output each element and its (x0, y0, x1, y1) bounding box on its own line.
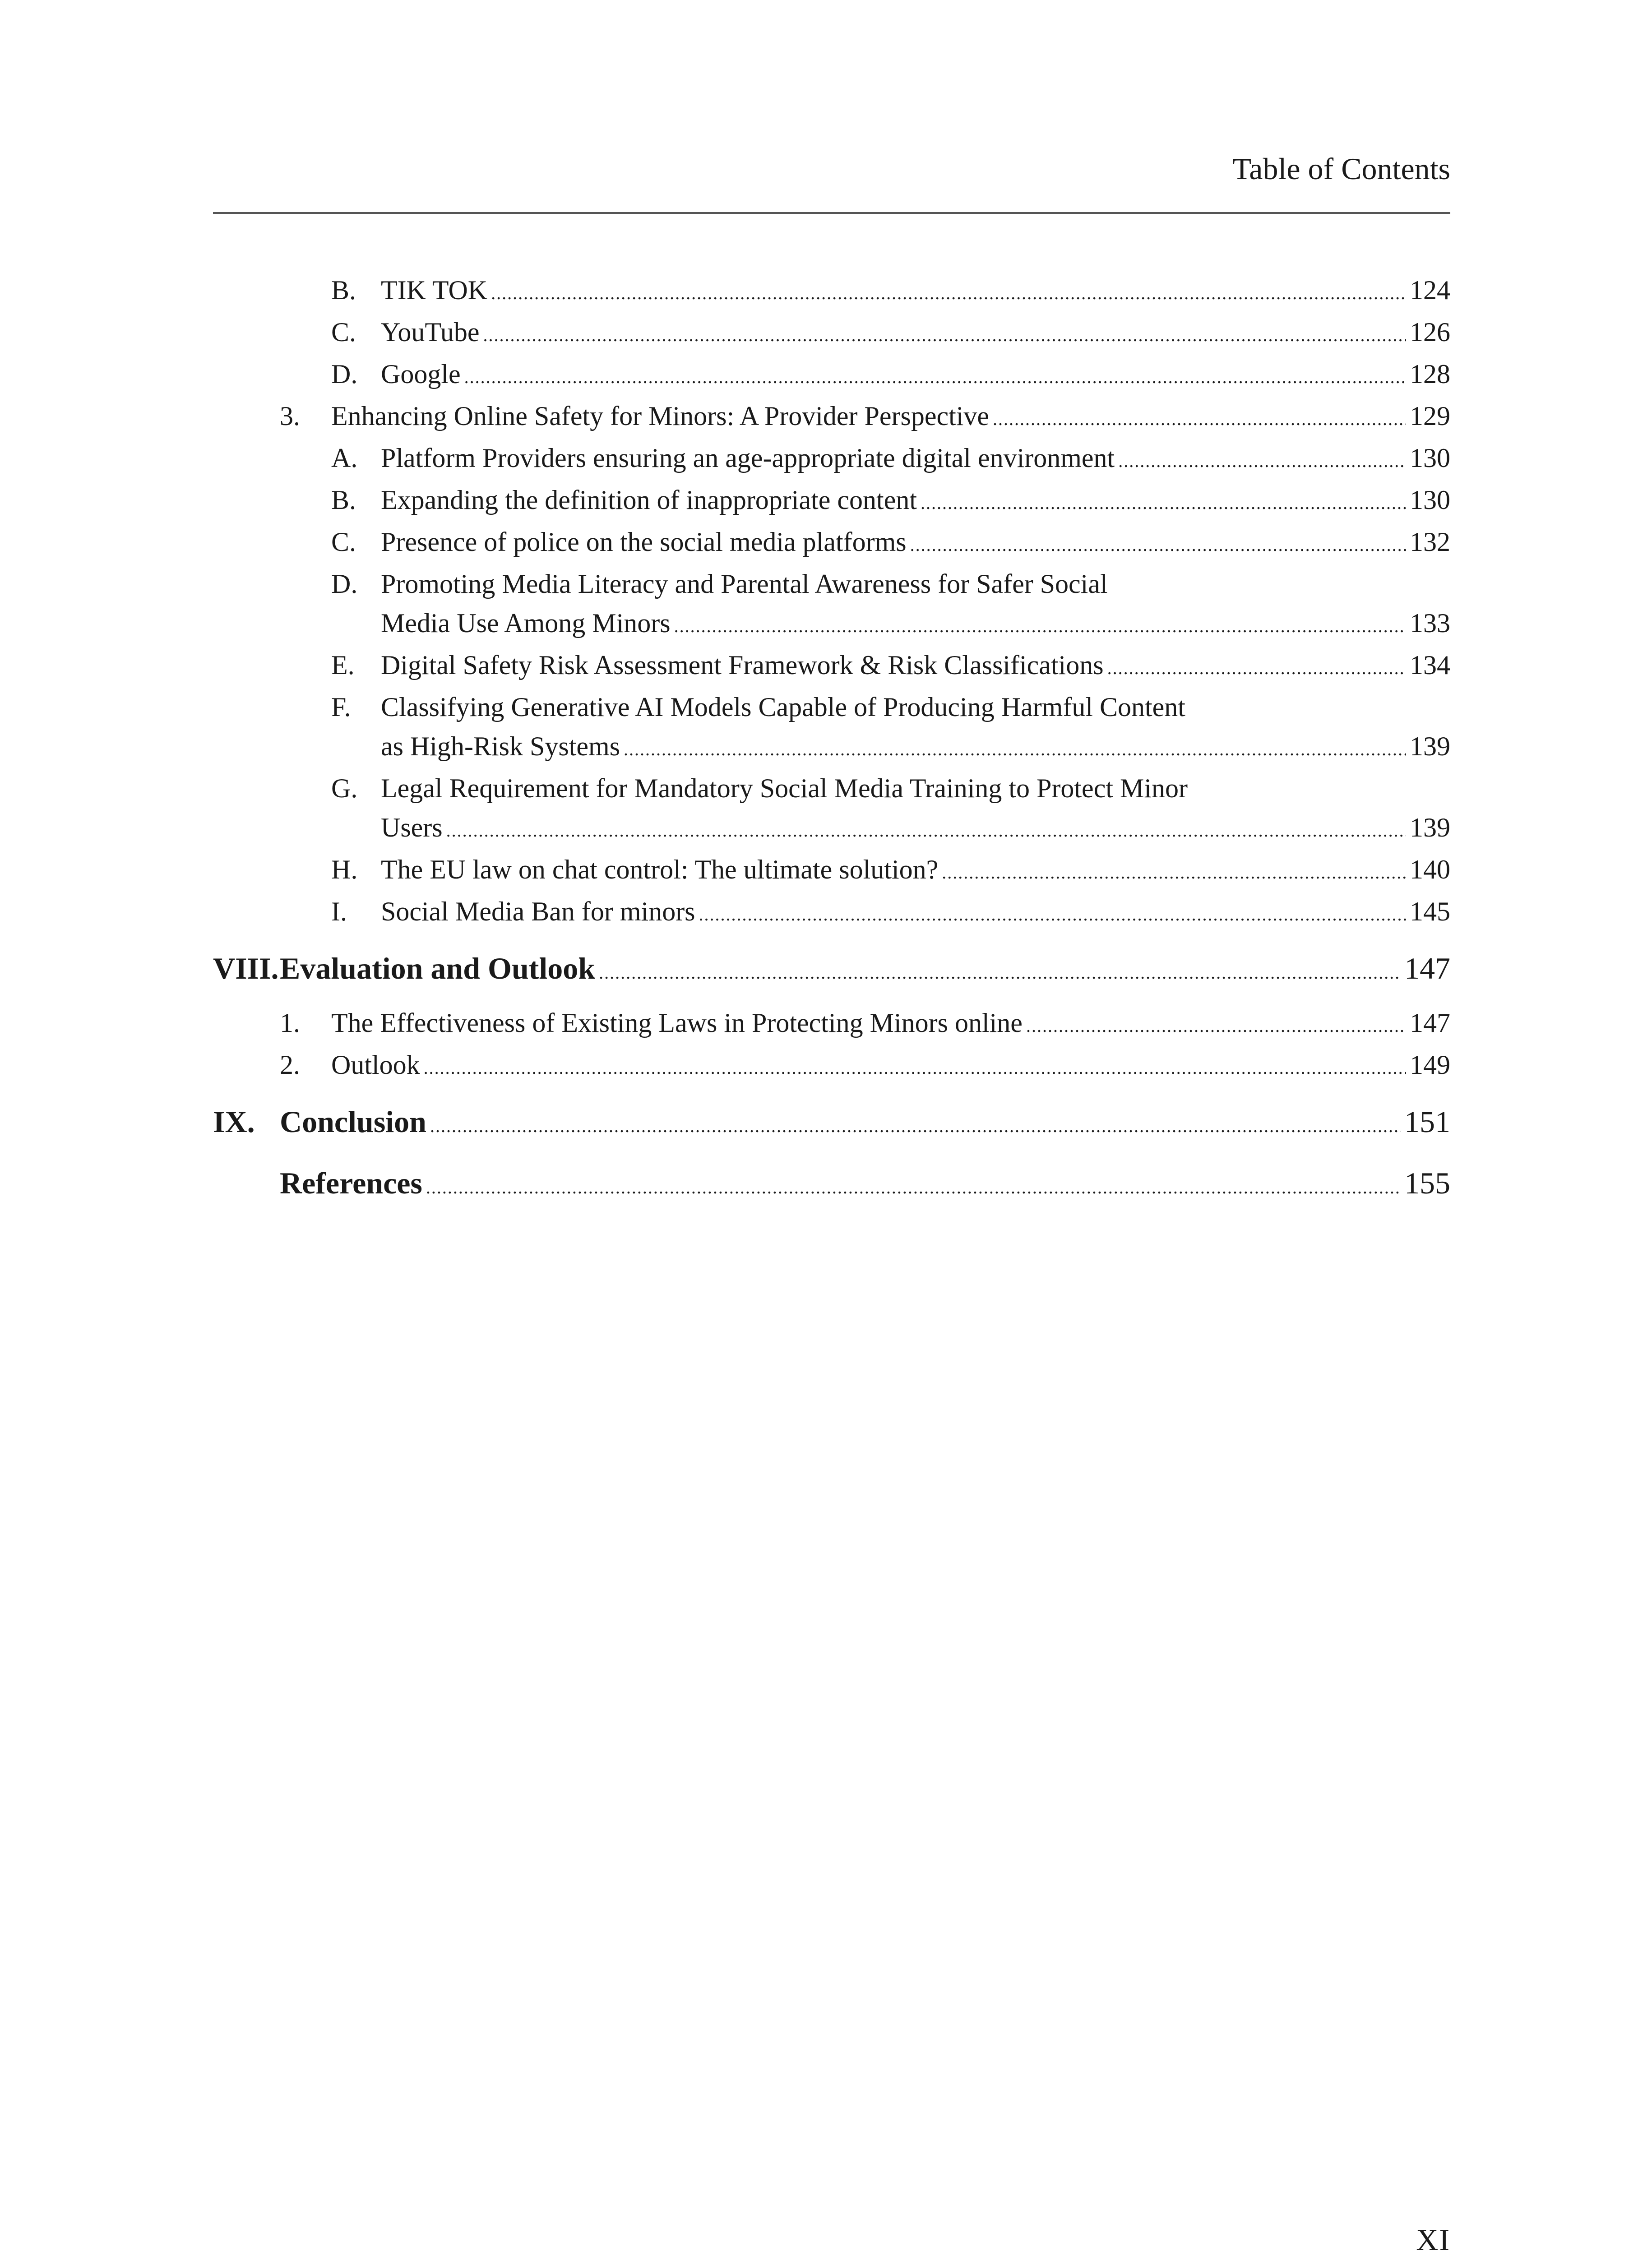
dot-leader (483, 313, 1407, 355)
toc-subsection-entry[interactable] (213, 439, 1450, 481)
toc-entry-title: as High-Risk Systems (381, 731, 620, 761)
dot-leader (1026, 1003, 1406, 1045)
dot-leader (624, 727, 1406, 769)
toc-entry-number: 1. (280, 1008, 300, 1038)
dot-leader (464, 355, 1406, 397)
toc-entry-title: YouTube (381, 317, 480, 347)
toc-subsection-entry[interactable] (213, 769, 1450, 850)
toc-subsection-entry[interactable] (213, 850, 1450, 892)
toc-subsection-entry[interactable] (213, 688, 1450, 769)
dot-leader (921, 481, 1406, 522)
dot-leader (942, 850, 1406, 892)
toc-entry-title: Users (381, 813, 443, 842)
toc-entry-title: The EU law on chat control: The ultimate solution? (381, 855, 939, 884)
toc-entry-number: 2. (280, 1050, 300, 1080)
dot-leader (1107, 646, 1406, 688)
toc-subsection-entry[interactable] (213, 646, 1450, 688)
toc-entry-title: Evaluation and Outlook (280, 951, 596, 985)
toc-page-number: 134 (1410, 650, 1450, 680)
toc-entry-number: E. (331, 650, 355, 680)
toc-page-number: 147 (1404, 951, 1450, 985)
toc-entry-title: Outlook (331, 1050, 420, 1080)
table-of-contents (213, 271, 1450, 1210)
toc-entry-title: References (280, 1166, 422, 1200)
toc-subsection-entry[interactable] (213, 313, 1450, 355)
toc-entry-title: The Effectiveness of Existing Laws in Protecting Minors online (331, 1008, 1023, 1038)
toc-entry-number: C. (331, 527, 356, 557)
toc-section-entry[interactable] (213, 397, 1450, 439)
toc-subsection-entry[interactable] (213, 355, 1450, 397)
toc-section-entry[interactable] (213, 1045, 1450, 1087)
toc-entry-number: G. (331, 773, 358, 803)
toc-entry-number: C. (331, 317, 356, 347)
toc-entry-number: B. (331, 485, 356, 515)
toc-entry-title: Enhancing Online Safety for Minors: A Provider Perspective (331, 401, 990, 431)
toc-entry-number: I. (331, 897, 347, 926)
toc-subsection-entry[interactable] (213, 481, 1450, 522)
page-number: XI (1416, 2223, 1450, 2256)
toc-entry-number: F. (331, 692, 351, 722)
toc-entry-title: Media Use Among Minors (381, 608, 671, 638)
toc-page-number: 140 (1410, 855, 1450, 884)
toc-subsection-entry[interactable] (213, 522, 1450, 564)
toc-page-number: 149 (1410, 1050, 1450, 1080)
toc-entry-number: B. (331, 275, 356, 305)
toc-entry-title: Legal Requirement for Mandatory Social Media Training to Protect Minor (381, 773, 1188, 803)
toc-page-number: 151 (1404, 1105, 1450, 1139)
toc-page-number: 126 (1410, 317, 1450, 347)
toc-entry-number: IX. (213, 1105, 255, 1139)
dot-leader (699, 892, 1406, 934)
toc-entry-title: Conclusion (280, 1105, 426, 1139)
dot-leader (993, 397, 1406, 439)
toc-entry-title: Google (381, 359, 461, 389)
toc-entry-title: Social Media Ban for minors (381, 897, 695, 926)
dot-leader (430, 1099, 1401, 1149)
toc-subsection-entry[interactable] (213, 892, 1450, 934)
toc-page-number: 124 (1410, 275, 1450, 305)
toc-chapter-entry[interactable] (213, 1099, 1450, 1149)
toc-page-number: 139 (1410, 813, 1450, 842)
dot-leader (424, 1045, 1406, 1087)
toc-page-number: 130 (1410, 443, 1450, 473)
dot-leader (446, 808, 1406, 850)
toc-entry-title: TIK TOK (381, 275, 488, 305)
toc-chapter-entry[interactable] (213, 946, 1450, 995)
toc-entry-title: Presence of police on the social media platforms (381, 527, 907, 557)
header-rule (213, 212, 1450, 214)
toc-entry-title: Expanding the definition of inappropriate content (381, 485, 917, 515)
toc-entry-title: Promoting Media Literacy and Parental Awareness for Safer Social (381, 569, 1108, 599)
dot-leader (674, 604, 1406, 646)
toc-entry-number: VIII. (213, 951, 279, 985)
toc-entry-number: A. (331, 443, 358, 473)
dot-leader (910, 522, 1406, 564)
dot-leader (1118, 439, 1406, 481)
dot-leader (491, 271, 1406, 313)
toc-page-number: 128 (1410, 359, 1450, 389)
toc-entry-number: D. (331, 569, 358, 599)
toc-page-number: 139 (1410, 731, 1450, 761)
toc-page-number: 132 (1410, 527, 1450, 557)
toc-chapter-entry[interactable] (213, 1160, 1450, 1210)
running-header: Table of Contents (1232, 152, 1450, 186)
toc-entry-number: 3. (280, 401, 300, 431)
toc-subsection-entry[interactable] (213, 564, 1450, 646)
toc-page-number: 147 (1410, 1008, 1450, 1038)
toc-page-number: 155 (1404, 1166, 1450, 1200)
toc-entry-number: D. (331, 359, 358, 389)
toc-page-number: 130 (1410, 485, 1450, 515)
toc-entry-title: Platform Providers ensuring an age-appropriate digital environment (381, 443, 1115, 473)
toc-entry-number: H. (331, 855, 358, 884)
toc-subsection-entry[interactable] (213, 271, 1450, 313)
toc-section-entry[interactable] (213, 1003, 1450, 1045)
toc-entry-title: Classifying Generative AI Models Capable of Producing Harmful Content (381, 692, 1185, 722)
toc-page-number: 145 (1410, 897, 1450, 926)
dot-leader (426, 1160, 1401, 1210)
toc-page-number: 133 (1410, 608, 1450, 638)
toc-entry-title: Digital Safety Risk Assessment Framework & Risk Classifications (381, 650, 1104, 680)
toc-page-number: 129 (1410, 401, 1450, 431)
dot-leader (599, 946, 1401, 995)
